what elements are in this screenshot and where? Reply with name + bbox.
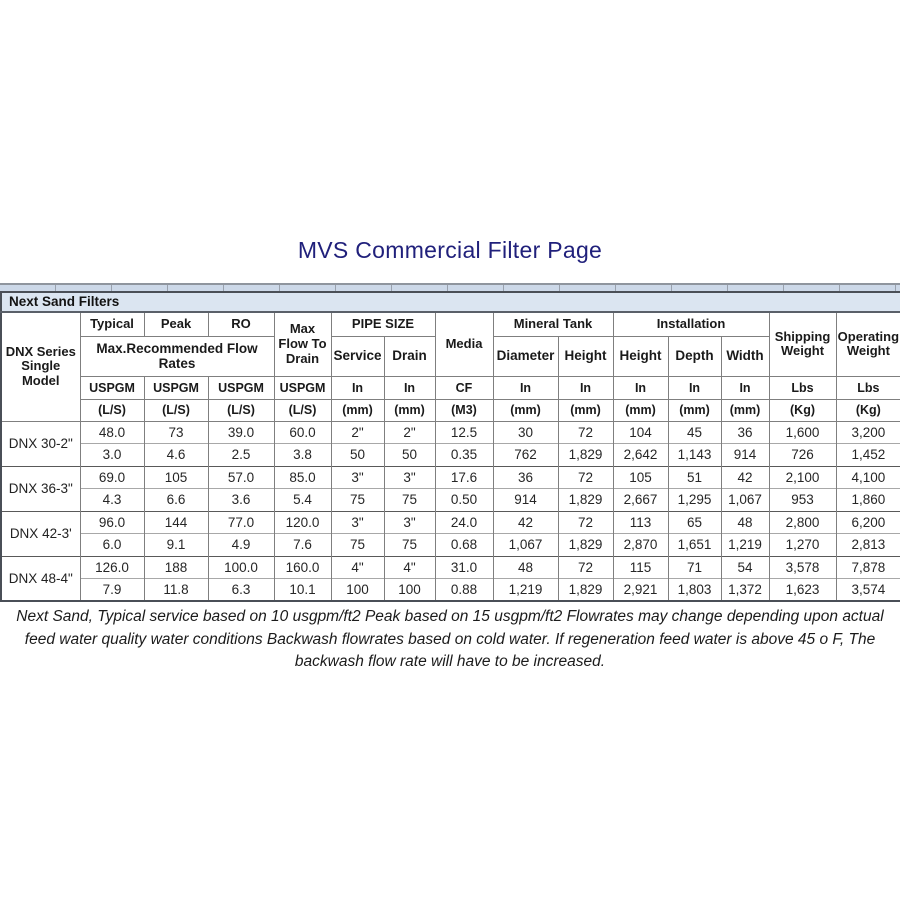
- table-cell: 60.0: [274, 421, 331, 444]
- unit-header-cell: Lbs: [769, 376, 836, 399]
- table-cell: 7.6: [274, 534, 331, 557]
- table-cell: 3,574: [836, 579, 900, 602]
- unit-header-cell: (Kg): [769, 399, 836, 421]
- col-header-operating-weight: Operating Weight: [836, 312, 900, 376]
- table-cell: 4,100: [836, 466, 900, 489]
- table-cell: 7,878: [836, 556, 900, 579]
- unit-header-cell: (L/S): [274, 399, 331, 421]
- table-row: [1, 534, 900, 557]
- table-cell: 75: [331, 534, 384, 557]
- table-cell: 6.6: [144, 489, 208, 512]
- table-cell: 72: [558, 556, 613, 579]
- table-row: [1, 444, 900, 467]
- unit-header-cell: (L/S): [144, 399, 208, 421]
- col-header-max-flow-to-drain: Max Flow To Drain: [274, 312, 331, 376]
- table-cell: 69.0: [80, 466, 144, 489]
- table-cell: 2": [331, 421, 384, 444]
- unit-header-cell: (L/S): [80, 399, 144, 421]
- table-cell: 914: [493, 489, 558, 512]
- unit-header-cell: CF: [435, 376, 493, 399]
- table-cell: 105: [144, 466, 208, 489]
- table-cell: 1,219: [493, 579, 558, 602]
- table-cell: 4.6: [144, 444, 208, 467]
- unit-header-cell: USPGM: [274, 376, 331, 399]
- col-header-mineral-tank: Mineral Tank: [493, 312, 613, 336]
- table-body: [1, 421, 900, 601]
- col-header-drain: Drain: [384, 336, 435, 376]
- page-title: MVS Commercial Filter Page: [297, 237, 603, 263]
- header-row-1: [1, 312, 900, 336]
- table-cell: 2,667: [613, 489, 668, 512]
- table-cell: 12.5: [435, 421, 493, 444]
- col-header-media: Media: [435, 312, 493, 376]
- unit-header-cell: (mm): [493, 399, 558, 421]
- unit-header-cell: In: [493, 376, 558, 399]
- unit-header-cell: In: [721, 376, 769, 399]
- table-cell: 1,651: [668, 534, 721, 557]
- unit-header-cell: (mm): [331, 399, 384, 421]
- table-cell: 31.0: [435, 556, 493, 579]
- unit-header-cell: (Kg): [836, 399, 900, 421]
- table-cell: 2,642: [613, 444, 668, 467]
- table-cell: 24.0: [435, 511, 493, 534]
- table-cell: 4": [384, 556, 435, 579]
- table-cell: 36: [493, 466, 558, 489]
- table-cell: 1,219: [721, 534, 769, 557]
- table-cell: 30: [493, 421, 558, 444]
- col-header-typical: Typical: [80, 312, 144, 336]
- col-header-peak: Peak: [144, 312, 208, 336]
- table-cell: 10.1: [274, 579, 331, 602]
- col-header-pipe-size: PIPE SIZE: [331, 312, 435, 336]
- table-cell: 50: [384, 444, 435, 467]
- spec-table-area: [0, 283, 900, 602]
- model-cell: DNX 36-3": [1, 466, 80, 511]
- col-header-tank-height: Height: [558, 336, 613, 376]
- table-cell: 115: [613, 556, 668, 579]
- table-cell: 160.0: [274, 556, 331, 579]
- table-row: [1, 579, 900, 602]
- table-row: [1, 466, 900, 489]
- table-cell: 1,829: [558, 444, 613, 467]
- units-row-secondary: [1, 399, 900, 421]
- table-cell: 72: [558, 421, 613, 444]
- table-cell: 144: [144, 511, 208, 534]
- table-cell: 188: [144, 556, 208, 579]
- col-header-installation: Installation: [613, 312, 769, 336]
- table-cell: 17.6: [435, 466, 493, 489]
- table-cell: 1,067: [721, 489, 769, 512]
- table-cell: 7.9: [80, 579, 144, 602]
- table-cell: 2,813: [836, 534, 900, 557]
- table-cell: 4.9: [208, 534, 274, 557]
- table-cell: 1,295: [668, 489, 721, 512]
- table-cell: 3": [384, 511, 435, 534]
- table-cell: 104: [613, 421, 668, 444]
- table-cell: 45: [668, 421, 721, 444]
- footnote-text: Next Sand, Typical service based on 10 usgpm/ft2 Peak based on 15 usgpm/ft2 Flowrates may change depending upon actual feed water quality water conditions Backwash flowrates based on cold water. If regeneration feed water is above 45 o F, The backwash flow rate will have to be increased.: [16, 608, 884, 670]
- unit-header-cell: (M3): [435, 399, 493, 421]
- table-cell: 1,372: [721, 579, 769, 602]
- table-top-strip: [0, 283, 900, 291]
- table-cell: 2,800: [769, 511, 836, 534]
- table-cell: 0.50: [435, 489, 493, 512]
- table-cell: 1,067: [493, 534, 558, 557]
- table-cell: 6.0: [80, 534, 144, 557]
- table-cell: 48: [493, 556, 558, 579]
- table-cell: 2,921: [613, 579, 668, 602]
- table-cell: 0.35: [435, 444, 493, 467]
- table-cell: 126.0: [80, 556, 144, 579]
- col-header-install-width: Width: [721, 336, 769, 376]
- unit-header-cell: (L/S): [208, 399, 274, 421]
- unit-header-cell: In: [331, 376, 384, 399]
- table-cell: 75: [384, 489, 435, 512]
- unit-header-cell: In: [384, 376, 435, 399]
- table-cell: 73: [144, 421, 208, 444]
- table-cell: 2,870: [613, 534, 668, 557]
- table-cell: 2": [384, 421, 435, 444]
- table-cell: 48.0: [80, 421, 144, 444]
- table-cell: 11.8: [144, 579, 208, 602]
- table-cell: 85.0: [274, 466, 331, 489]
- table-cell: 48: [721, 511, 769, 534]
- table-cell: 51: [668, 466, 721, 489]
- table-cell: 65: [668, 511, 721, 534]
- table-cell: 3": [384, 466, 435, 489]
- table-cell: 3": [331, 466, 384, 489]
- table-cell: 914: [721, 444, 769, 467]
- table-cell: 4": [331, 556, 384, 579]
- col-header-ro: RO: [208, 312, 274, 336]
- unit-header-cell: USPGM: [208, 376, 274, 399]
- table-cell: 75: [331, 489, 384, 512]
- table-cell: 1,860: [836, 489, 900, 512]
- table-cell: 726: [769, 444, 836, 467]
- table-cell: 2,100: [769, 466, 836, 489]
- table-cell: 120.0: [274, 511, 331, 534]
- model-cell: DNX 30-2": [1, 421, 80, 466]
- table-cell: 5.4: [274, 489, 331, 512]
- table-cell: 77.0: [208, 511, 274, 534]
- unit-header-cell: USPGM: [144, 376, 208, 399]
- table-cell: 54: [721, 556, 769, 579]
- table-caption-row: [1, 292, 900, 312]
- col-header-shipping-weight: Shipping Weight: [769, 312, 836, 376]
- table-cell: 953: [769, 489, 836, 512]
- col-header-tank-diameter: Diameter: [493, 336, 558, 376]
- table-row: [1, 511, 900, 534]
- table-cell: 1,623: [769, 579, 836, 602]
- unit-header-cell: (mm): [613, 399, 668, 421]
- table-cell: 105: [613, 466, 668, 489]
- unit-header-cell: USPGM: [80, 376, 144, 399]
- table-cell: 3,200: [836, 421, 900, 444]
- unit-header-cell: (mm): [558, 399, 613, 421]
- table-cell: 3.6: [208, 489, 274, 512]
- table-cell: 57.0: [208, 466, 274, 489]
- table-cell: 100: [384, 579, 435, 602]
- table-cell: 3.0: [80, 444, 144, 467]
- table-cell: 3,578: [769, 556, 836, 579]
- table-cell: 39.0: [208, 421, 274, 444]
- table-cell: 2.5: [208, 444, 274, 467]
- unit-header-cell: (mm): [721, 399, 769, 421]
- col-header-install-height: Height: [613, 336, 668, 376]
- unit-header-cell: Lbs: [836, 376, 900, 399]
- table-cell: 1,829: [558, 579, 613, 602]
- table-cell: 3.8: [274, 444, 331, 467]
- table-cell: 3": [331, 511, 384, 534]
- table-cell: 1,270: [769, 534, 836, 557]
- unit-header-cell: In: [558, 376, 613, 399]
- table-cell: 4.3: [80, 489, 144, 512]
- table-row: [1, 556, 900, 579]
- unit-header-cell: (mm): [384, 399, 435, 421]
- col-header-model: DNX Series Single Model: [1, 312, 80, 421]
- table-cell: 762: [493, 444, 558, 467]
- table-cell: 42: [721, 466, 769, 489]
- table-cell: 1,600: [769, 421, 836, 444]
- unit-header-cell: (mm): [668, 399, 721, 421]
- model-cell: DNX 48-4": [1, 556, 80, 601]
- table-cell: 0.68: [435, 534, 493, 557]
- table-cell: 1,829: [558, 489, 613, 512]
- table-cell: 100.0: [208, 556, 274, 579]
- model-cell: DNX 42-3': [1, 511, 80, 556]
- table-caption: Next Sand Filters: [1, 292, 900, 312]
- table-cell: 1,452: [836, 444, 900, 467]
- spec-table: [0, 291, 900, 602]
- table-cell: 72: [558, 511, 613, 534]
- table-row: [1, 489, 900, 512]
- table-cell: 1,143: [668, 444, 721, 467]
- table-cell: 71: [668, 556, 721, 579]
- table-cell: 50: [331, 444, 384, 467]
- unit-header-cell: In: [613, 376, 668, 399]
- table-cell: 1,829: [558, 534, 613, 557]
- table-cell: 72: [558, 466, 613, 489]
- col-header-service: Service: [331, 336, 384, 376]
- col-header-flow-rates: Max.Recommended Flow Rates: [80, 336, 274, 376]
- table-cell: 36: [721, 421, 769, 444]
- table-cell: 113: [613, 511, 668, 534]
- table-row: [1, 421, 900, 444]
- table-cell: 75: [384, 534, 435, 557]
- table-cell: 42: [493, 511, 558, 534]
- table-cell: 9.1: [144, 534, 208, 557]
- table-cell: 96.0: [80, 511, 144, 534]
- table-cell: 1,803: [668, 579, 721, 602]
- units-row-primary: [1, 376, 900, 399]
- table-cell: 6.3: [208, 579, 274, 602]
- unit-header-cell: In: [668, 376, 721, 399]
- table-cell: 100: [331, 579, 384, 602]
- col-header-install-depth: Depth: [668, 336, 721, 376]
- table-cell: 6,200: [836, 511, 900, 534]
- table-cell: 0.88: [435, 579, 493, 602]
